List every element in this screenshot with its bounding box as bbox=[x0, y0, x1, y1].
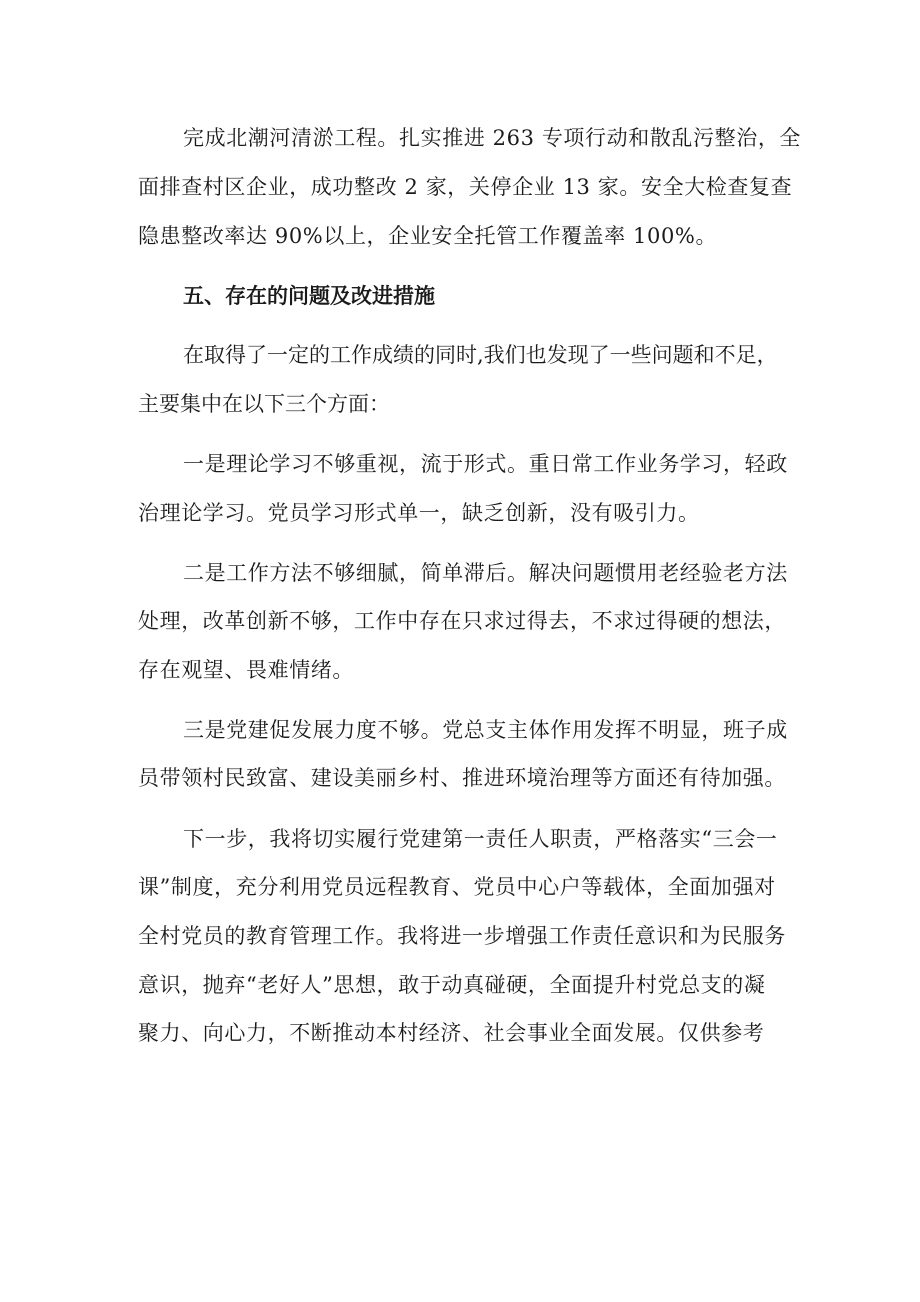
text-line: 存在观望、畏难情绪。 bbox=[138, 658, 354, 682]
text-line: 一是理论学习不够重视，流于形式。重日常工作业务学习，轻政 bbox=[183, 452, 788, 476]
section-heading-problems: 五、存在的问题及改进措施 bbox=[183, 284, 435, 308]
text-line: 课”制度，充分利用党员远程教育、党员中心户等载体，全面加强对 bbox=[138, 875, 776, 899]
text-line: 三是党建促发展力度不够。党总支主体作用发挥不明显，班子成 bbox=[183, 718, 788, 742]
text-line: 员带领村民致富、建设美丽乡村、推进环境治理等方面还有待加强。 bbox=[138, 766, 786, 790]
text-line: 面排查村区企业，成功整改 2 家，关停企业 13 家。安全大检查复查 bbox=[138, 175, 793, 199]
text-line: 意识，抛弃“老好人”思想，敢于动真碰硬，全面提升村党总支的凝 bbox=[138, 973, 766, 997]
text-line: 全村党员的教育管理工作。我将进一步增强工作责任意识和为民服务 bbox=[138, 924, 786, 948]
text-line: 在取得了一定的工作成绩的同时,我们也发现了一些问题和不足， bbox=[183, 343, 778, 367]
text-line: 处理，改革创新不够，工作中存在只求过得去，不求过得硬的想法， bbox=[138, 609, 786, 633]
text-line: 完成北潮河清淤工程。扎实推进 263 专项行动和散乱污整治，全 bbox=[183, 126, 802, 150]
text-line: 聚力、向心力，不断推动本村经济、社会事业全面发展。仅供参考 bbox=[138, 1021, 765, 1045]
text-line: 下一步，我将切实履行党建第一责任人职责，严格落实“三会一 bbox=[183, 827, 778, 851]
text-line: 治理论学习。党员学习形式单一，缺乏创新，没有吸引力。 bbox=[138, 501, 700, 525]
text-line: 二是工作方法不够细腻，简单滞后。解决问题惯用老经验老方法 bbox=[183, 561, 788, 585]
text-line: 主要集中在以下三个方面： bbox=[138, 392, 390, 416]
text-line: 隐患整改率达 90%以上，企业安全托管工作覆盖率 100%。 bbox=[138, 224, 718, 248]
